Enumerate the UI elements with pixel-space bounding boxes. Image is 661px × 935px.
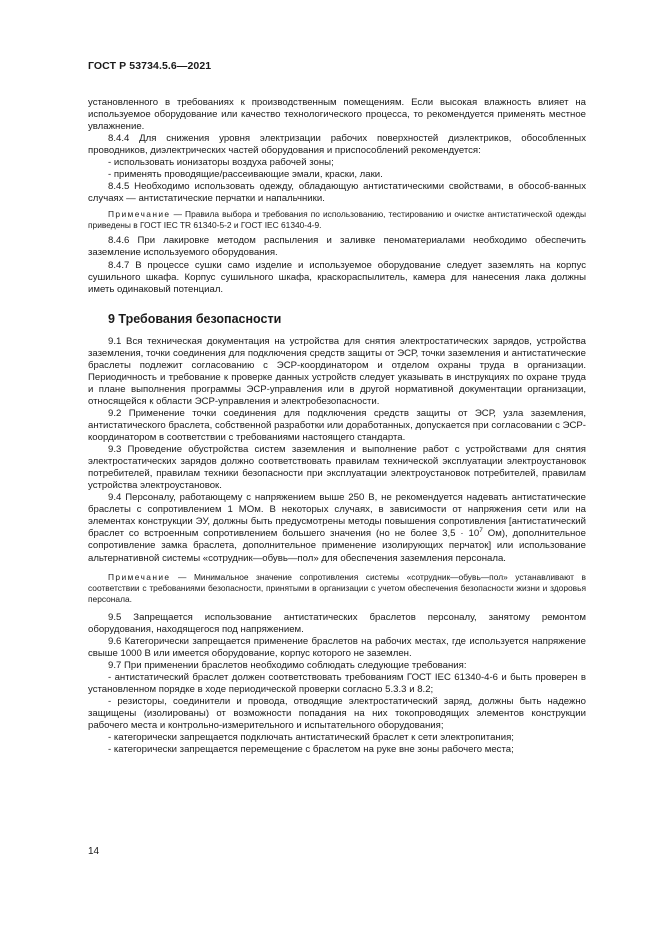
paragraph-9-2: 9.2 Применение точки соединения для подключения средств защиты от ЭСР, узла заземления, антистатического браслета, собственной разработки или доработанных, допускается при согласовании с ЭСР-координатором в соответствии с требованиями настоящего стандарта. — [88, 407, 586, 444]
paragraph-8-4-6: 8.4.6 При лакировке методом распыления и заливке пеноматериалами необходимо обеспечить заземление используемого оборудования. — [88, 235, 586, 259]
list-item: - категорически запрещается перемещение с браслетом на руке вне зоны рабочего места; — [108, 744, 514, 756]
note-text: — Минимальное значение сопротивления системы «сотрудник—обувь—пол» устанавливают в соответствии с требованиями безопасности, принятыми в организации с учетом обеспечения безопасности жизни и здоровья персонала. — [88, 571, 586, 604]
text-span: Ом), дополнительное сопротивление замка браслета, дополнительное применение изолирующих перчаток] или использование альтернативной системы «сотрудник—обувь—пол» для обеспечения заземления персонала. — [88, 528, 586, 564]
list-item: - категорически запрещается подключать антистатический браслет к сети электропитания; — [108, 732, 514, 744]
section-heading: 9 Требования безопасности — [108, 311, 282, 326]
list-item: - применять проводящие/рассеивающие эмали, краски, лаки. — [108, 169, 383, 181]
text-span: 9.4 Персоналу, работающему с напряжением выше 250 В, не рекомендуется надевать антистатические браслеты с сопротивлением 1 МОм. В некоторых случаях, в зависимости от напряжения сети или на элементах конструкции ЭУ, должны быть предусмотрены методы повышения сопротивления [антистатический браслет со встроенным сопротивлением большего значения (но не более 3,5 · 10 — [88, 492, 586, 540]
page-number: 14 — [88, 846, 100, 857]
paragraph-8-4-7: 8.4.7 В процессе сушки само изделие и используемое оборудование следует заземлять на корпус сушильного шкафа. Корпус сушильного шкафа, краскораспылитель, камера для нанесения лака должны иметь одинаковый потенциал. — [88, 259, 586, 295]
list-item: - антистатический браслет должен соответствовать требованиям ГОСТ IEC 61340-4-6 и быть проверен в установленном порядке в ходе периодической проверки согласно 5.3.3 и 8.2; — [88, 671, 586, 695]
note-text: — Правила выбора и требования по использованию, тестированию и очистке антистатической одежды приведены в ГОСТ IEC TR 61340-5-2 и ГОСТ IEC 61340-4-9. — [88, 209, 586, 231]
list-item: - резисторы, соединители и провода, отводящие электростатический заряд, должны быть надежно защищены (изолированы) от возможности попадания на них токопроводящих элементов конструкции рабочего места и контрольно-измерительного и испытательного оборудования; — [88, 695, 586, 731]
note — [88, 572, 586, 605]
paragraph: установленного в требованиях к производственным помещениям. Если высокая влажность влияет на используемое оборудование или качество технологического процесса, то рекомендуется применять местное увлажнение. — [88, 97, 586, 133]
paragraph-9-4 — [88, 492, 586, 564]
paragraph-9-5: 9.5 Запрещается использование антистатических браслетов персоналу, занятому ремонтом оборудования, находящегося под напряжением. — [88, 611, 586, 635]
paragraph-8-4-4: 8.4.4 Для снижения уровня электризации рабочих поверхностей диэлектриков, обособленных проводников, диэлектрических частей оборудования и приспособлений рекомендуется: — [88, 133, 586, 157]
paragraph-9-6: 9.6 Категорически запрещается применение браслетов на рабочих местах, где используется напряжение свыше 1000 В или имеется оборудование, корпус которого не заземлен. — [88, 635, 586, 659]
superscript: 7 — [479, 527, 483, 535]
note — [88, 209, 586, 231]
document-header: ГОСТ Р 53734.5.6—2021 — [88, 60, 212, 72]
page-body — [88, 97, 586, 756]
paragraph-9-1: 9.1 Вся техническая документация на устройства для снятия электростатических зарядов, устройства заземления, точки соединения для подключения средств защиты от ЭСР, точки заземления и антистатические браслеты подлежит согласованию с ЭСР-координатором и отделом охраны труда в организации. Периодичность и требование к проверке данных устройств следует указывать в инструкциях по охране труда и плане выполнения программы ЭСР-управления или в другой нормативной документации организации, относящейся к области ЭСР-управления и электробезопасности. — [88, 335, 586, 407]
paragraph-9-7: 9.7 При применении браслетов необходимо соблюдать следующие требования: — [108, 659, 467, 671]
paragraph-8-4-5: 8.4.5 Необходимо использовать одежду, обладающую антистатическими свойствами, в обособ-ванных случаях — антистатические перчатки и напальчники. — [88, 181, 586, 205]
note-label: Примечание — [108, 571, 171, 582]
note-label: Примечание — [108, 209, 171, 220]
paragraph-9-3: 9.3 Проведение обустройства систем заземления и выполнение работ с устройствами для снятия электростатических зарядов должно соответствовать правилам технической эксплуатации электроустановок потребителей, правилам техники безопасности при эксплуатации электроустановок потребителей, правилам устройства электроустановок. — [88, 444, 586, 492]
list-item: - использовать ионизаторы воздуха рабочей зоны; — [108, 157, 334, 169]
